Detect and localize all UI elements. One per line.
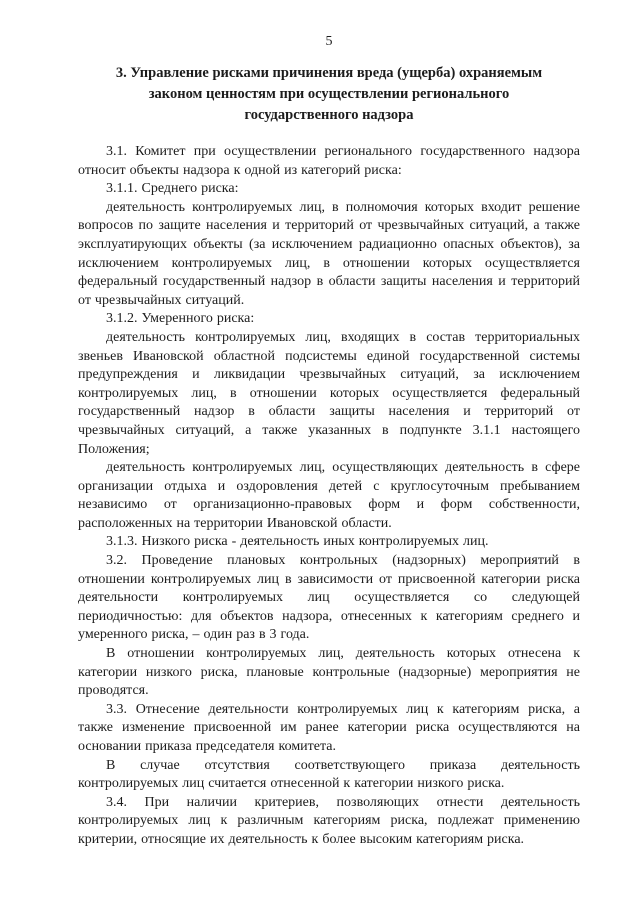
- document-body: [78, 143, 580, 850]
- section-heading-line: законом ценностям при осуществлении регионального: [148, 86, 510, 102]
- paragraph-3-3: 3.3. Отнесение деятельности контролируемых лиц к категориям риска, а также изменение присвоенной им ранее категории риска осуществляются на основании приказа председателя комитета.: [78, 701, 580, 754]
- section-heading: [78, 63, 580, 126]
- paragraph-3-1-1: 3.1.1. Среднего риска:: [106, 181, 239, 197]
- paragraph-3-2-text: В отношении контролируемых лиц, деятельность которых отнесена к категории низкого риска, плановые контрольные (надзорные) мероприятия не проводятся.: [78, 646, 580, 699]
- section-heading-line: государственного надзора: [244, 107, 414, 123]
- section-heading-line: 3. Управление рисками причинения вреда (ущерба) охраняемым: [115, 65, 543, 81]
- paragraph-3-1-1-text: деятельность контролируемых лиц, в полномочия которых входит решение вопросов по защите населения и территорий от чрезвычайных ситуаций, а также эксплуатирующих объекты (за исключением радиационно опасных объектов), за исключением контролируемых лиц, в отношении которых осуществляется федеральный государственный надзор в области защиты населения и территорий от чрезвычайных ситуаций.: [78, 199, 580, 308]
- paragraph-3-1-2-text-1: деятельность контролируемых лиц, входящих в состав территориальных звеньев Ивановской областной подсистемы единой государственной системы предупреждения и ликвидации чрезвычайных ситуаций, за исключением контролируемых лиц, в отношении которых осуществляется федеральный государственный надзор в области защиты населения и территорий от чрезвычайных ситуаций, а также указанных в подпункте 3.1.1 настоящего Положения;: [78, 329, 580, 457]
- paragraph-3-1: 3.1. Комитет при осуществлении регионального государственного надзора относит объекты надзора к одной из категорий риска:: [78, 144, 580, 178]
- paragraph-3-4: 3.4. При наличии критериев, позволяющих отнести деятельность контролируемых лиц к различным категориям риска, подлежат применению критерии, относящие их деятельность к более высоким категориям риска.: [78, 794, 580, 847]
- paragraph-3-1-2-text-2: деятельность контролируемых лиц, осуществляющих деятельность в сфере организации отдыха и оздоровления детей с круглосуточным пребыванием независимо от организационно-правовых форм и форм собственности, расположенных на территории Ивановской области.: [78, 460, 580, 531]
- page-number: 5: [325, 34, 333, 49]
- paragraph-3-2: 3.2. Проведение плановых контрольных (надзорных) мероприятий в отношении контролируемых лиц в зависимости от присвоенной категории риска деятельности контролируемых лиц осуществляется со следующей периодичностью: для объектов надзора, отнесенных к категориям среднего и умеренного риска, – один раз в 3 года.: [78, 553, 580, 643]
- paragraph-3-3-text: В случае отсутствия соответствующего приказа деятельность контролируемых лиц считается отнесенной к категории низкого риска.: [78, 757, 580, 792]
- paragraph-3-1-2: 3.1.2. Умеренного риска:: [106, 311, 255, 327]
- paragraph-3-1-3: 3.1.3. Низкого риска - деятельность иных контролируемых лиц.: [106, 534, 489, 550]
